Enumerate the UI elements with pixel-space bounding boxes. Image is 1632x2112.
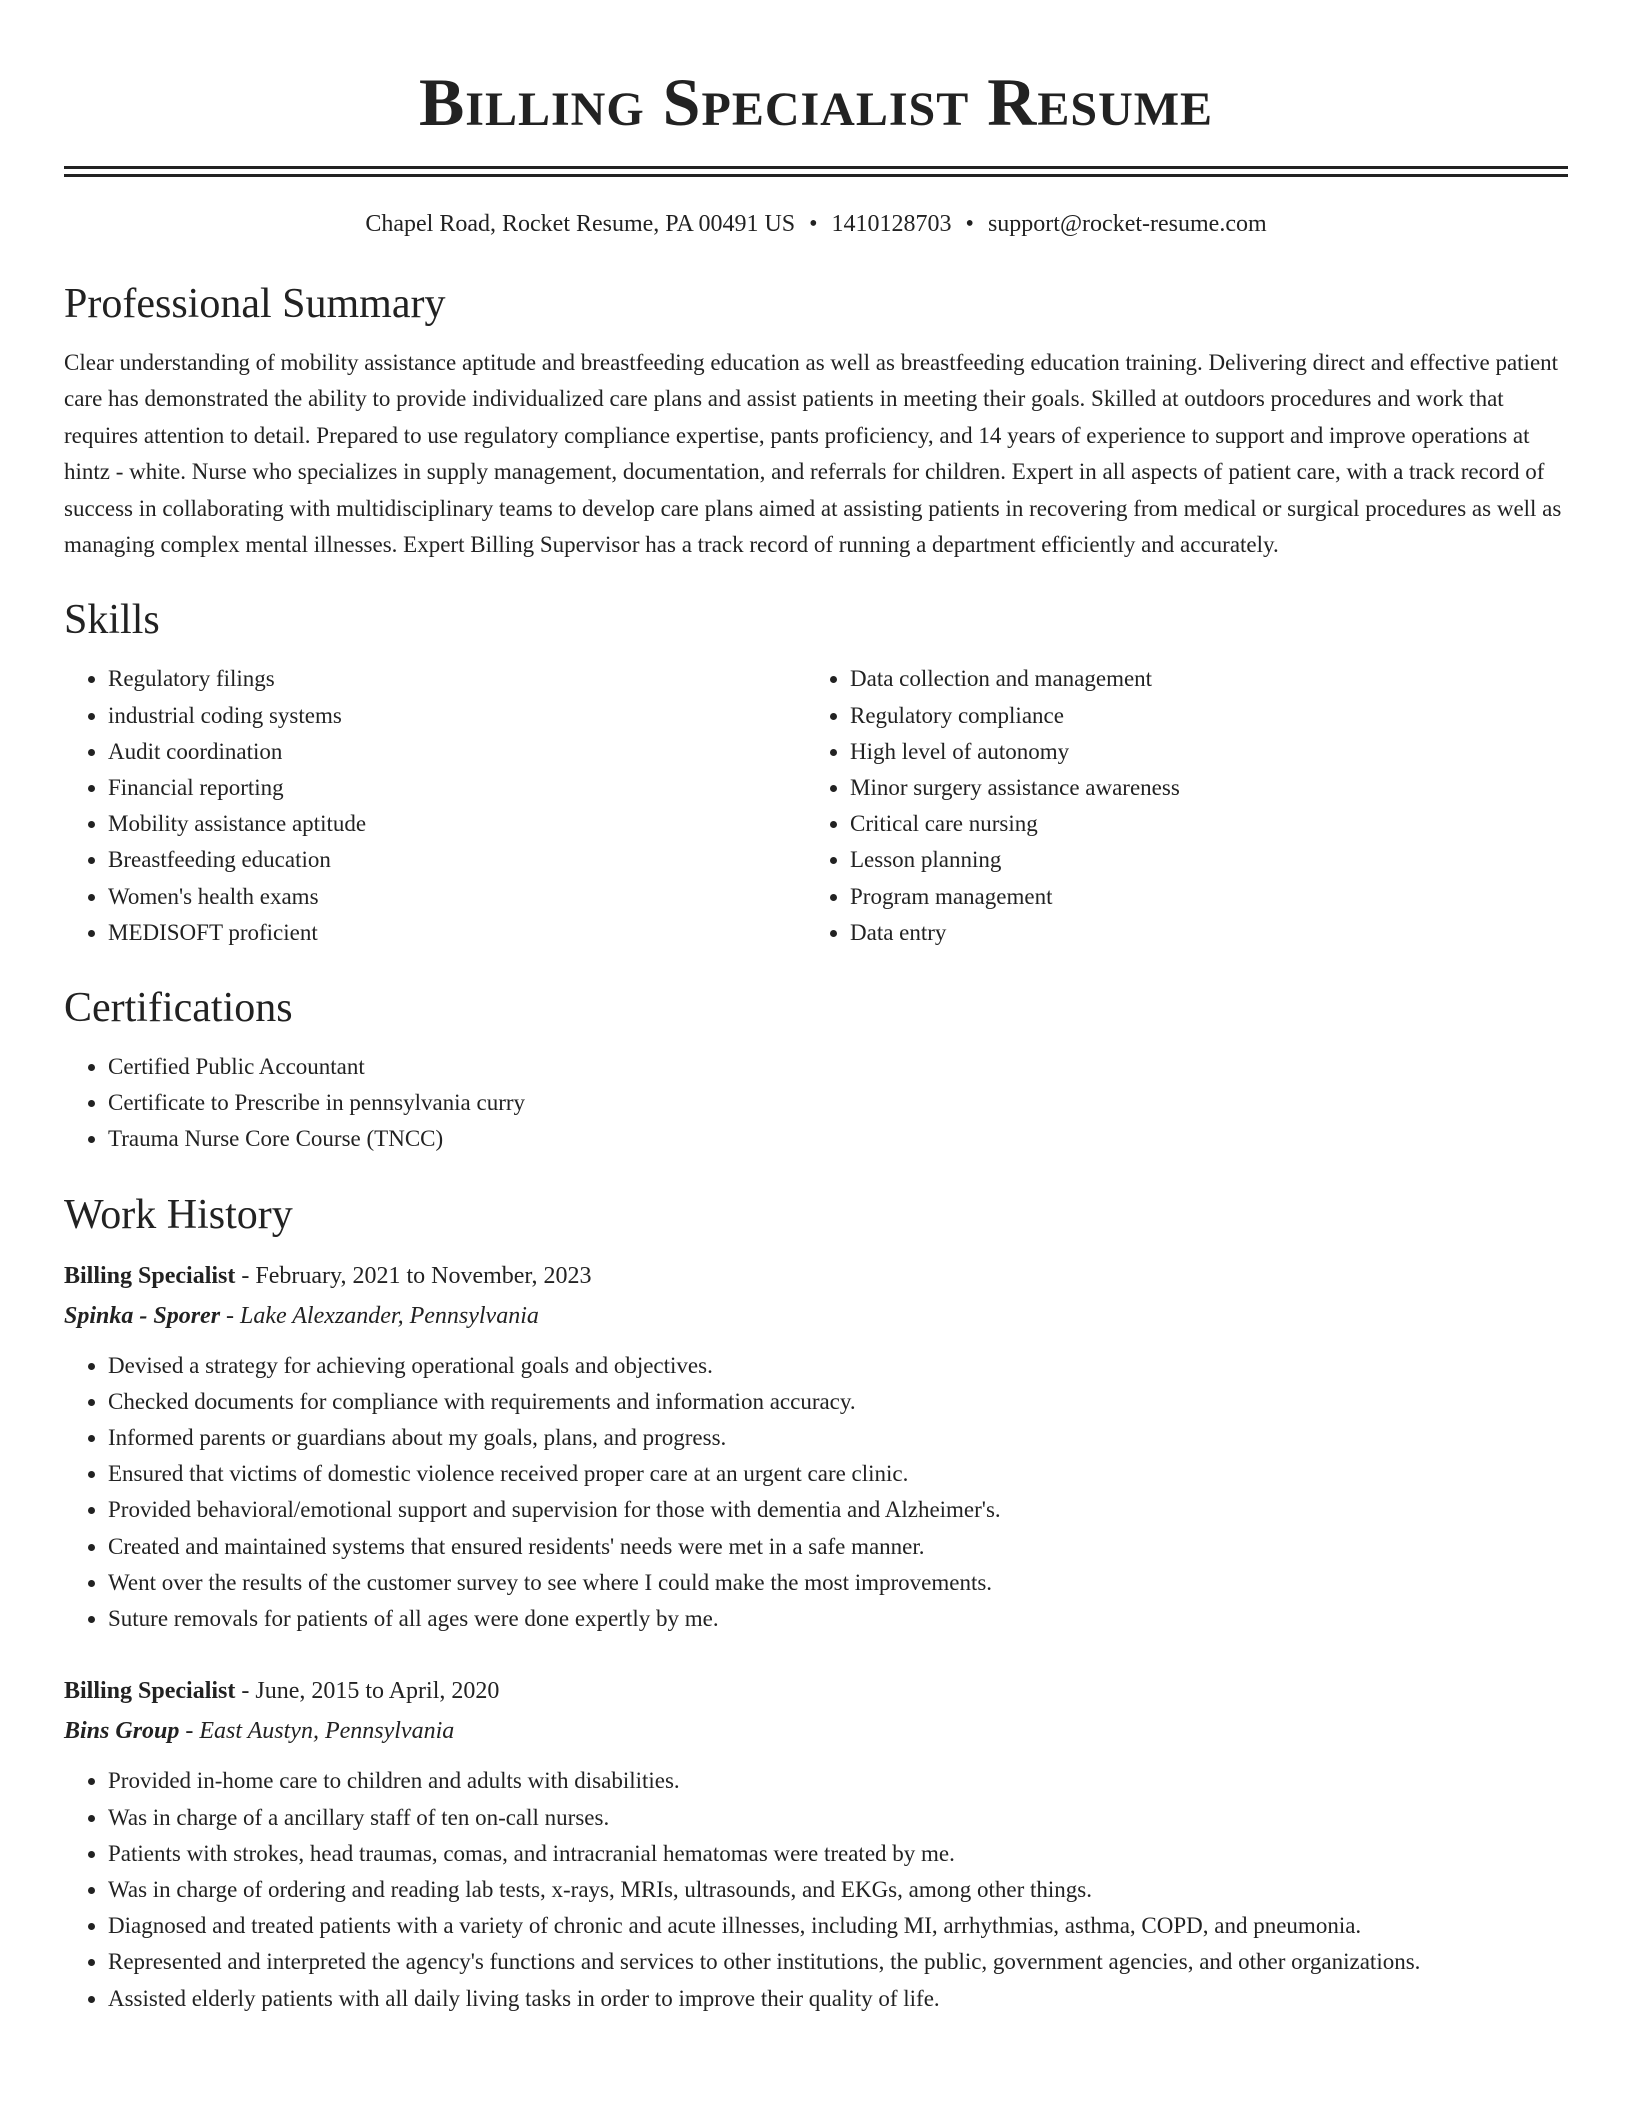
job-bullet: • Was in charge of ordering and reading lab tests, x-rays, MRIs, ultrasounds, and EKGs, among other things. [108, 1872, 1568, 1908]
contact-email: support@rocket-resume.com [987, 211, 1267, 237]
contact-separator: • [965, 211, 974, 237]
job-company-line [64, 1296, 1568, 1336]
skills-column-left [64, 661, 806, 951]
job-bullet: • Represented and interpreted the agency's functions and services to other institutions, the public, government agencies, and other organizations. [108, 1944, 1568, 1980]
skill-item: • Audit coordination [108, 734, 806, 770]
skill-item: • Data collection and management [850, 661, 1548, 697]
job-bullet: • Went over the results of the customer survey to see where I could make the most improvements. [108, 1565, 1568, 1601]
job-entry [64, 1671, 1568, 2016]
skill-item: • Lesson planning [850, 842, 1548, 878]
job-bullet: • Informed parents or guardians about my goals, plans, and progress. [108, 1420, 1568, 1456]
certification-item: • Trauma Nurse Core Course (TNCC) [108, 1121, 1568, 1157]
skills-list-left [64, 661, 806, 951]
job-company-line [64, 1711, 1568, 1751]
job-bullet: • Patients with strokes, head traumas, comas, and intracranial hematomas were treated by me. [108, 1836, 1568, 1872]
skill-item: • Breastfeeding education [108, 842, 806, 878]
skills-heading: Skills [64, 597, 160, 644]
certification-item: • Certified Public Accountant [108, 1049, 1568, 1085]
contact-line [64, 207, 1568, 241]
job-company: Spinka - Sporer [64, 1302, 221, 1329]
job-entry [64, 1256, 1568, 1638]
certifications-heading: Certifications [64, 985, 293, 1032]
work-history-heading: Work History [64, 1191, 293, 1238]
job-location: - Lake Alexzander, Pennsylvania [220, 1302, 539, 1329]
job-bullet: • Devised a strategy for achieving operational goals and objectives. [108, 1348, 1568, 1384]
job-bullet: • Provided in-home care to children and adults with disabilities. [108, 1763, 1568, 1799]
job-dates: - February, 2021 to November, 2023 [235, 1262, 592, 1289]
job-bullet: • Ensured that victims of domestic violence received proper care at an urgent care clinic. [108, 1456, 1568, 1492]
job-bullet: • Suture removals for patients of all ages were done expertly by me. [108, 1601, 1568, 1637]
skill-item: • Critical care nursing [850, 806, 1548, 842]
contact-address: Chapel Road, Rocket Resume, PA 00491 US [365, 211, 796, 237]
title-double-rule [64, 166, 1568, 177]
skill-item: • Regulatory filings [108, 661, 806, 697]
job-bullet: • Diagnosed and treated patients with a variety of chronic and acute illnesses, including MI, arrhythmias, asthma, COPD, and pneumonia. [108, 1908, 1568, 1944]
contact-separator: • [809, 211, 818, 237]
job-company: Bins Group [64, 1718, 180, 1745]
work-history-section [64, 1188, 1568, 2017]
skills-section [64, 593, 1568, 951]
skill-item: • Regulatory compliance [850, 698, 1548, 734]
job-title: Billing Specialist [64, 1262, 236, 1289]
summary-heading: Professional Summary [64, 281, 446, 327]
certifications-list [64, 1049, 1568, 1158]
skill-item: • Minor surgery assistance awareness [850, 770, 1548, 806]
job-bullet: • Assisted elderly patients with all daily living tasks in order to improve their quality of life. [108, 1981, 1568, 2017]
job-bullets [64, 1763, 1568, 2016]
job-bullet: • Checked documents for compliance with requirements and information accuracy. [108, 1384, 1568, 1420]
summary-section [64, 277, 1568, 563]
certification-item: • Certificate to Prescribe in pennsylvania curry [108, 1085, 1568, 1121]
skill-item: • MEDISOFT proficient [108, 915, 806, 951]
skill-item: • Program management [850, 879, 1548, 915]
job-bullet: • Created and maintained systems that ensured residents' needs were met in a safe manner. [108, 1529, 1568, 1565]
skill-item: • industrial coding systems [108, 698, 806, 734]
skills-list-right [806, 661, 1548, 951]
resume-title: Billing Specialist Resume [418, 64, 1214, 140]
skill-item: • High level of autonomy [850, 734, 1548, 770]
skills-grid [64, 661, 1568, 951]
skill-item: • Mobility assistance aptitude [108, 806, 806, 842]
contact-phone: 1410128703 [831, 211, 952, 237]
summary-text: Clear understanding of mobility assistance aptitude and breastfeeding education as well as breastfeeding education training. Delivering direct and effective patient care has demonstrated the ability to provide individualized care plans and assist patients in meeting their goals. Skilled at outdoors procedures and work that requires attention to detail. Prepared to use regulatory compliance expertise, pants proficiency, and 14 years of experience to support and improve operations at hintz - white. Nurse who specializes in supply management, documentation, and referrals for children. Expert in all aspects of patient care, with a track record of success in collaborating with multidisciplinary teams to develop care plans aimed at assisting patients in recovering from medical or surgical procedures as well as managing complex mental illnesses. Expert Billing Supervisor has a track record of running a department efficiently and accurately. [64, 350, 1562, 558]
skills-column-right [806, 661, 1548, 951]
job-title-line [64, 1256, 1568, 1296]
skill-item: • Women's health exams [108, 879, 806, 915]
job-bullets [64, 1348, 1568, 1638]
skill-item: • Data entry [850, 915, 1548, 951]
job-title: Billing Specialist [64, 1678, 236, 1705]
job-location: - East Austyn, Pennsylvania [179, 1718, 455, 1745]
job-bullet: • Was in charge of a ancillary staff of ten on-call nurses. [108, 1800, 1568, 1836]
job-bullet: • Provided behavioral/emotional support and supervision for those with dementia and Alzheimer's. [108, 1492, 1568, 1528]
job-dates: - June, 2015 to April, 2020 [235, 1678, 500, 1705]
skill-item: • Financial reporting [108, 770, 806, 806]
certifications-section [64, 981, 1568, 1158]
job-title-line [64, 1671, 1568, 1711]
